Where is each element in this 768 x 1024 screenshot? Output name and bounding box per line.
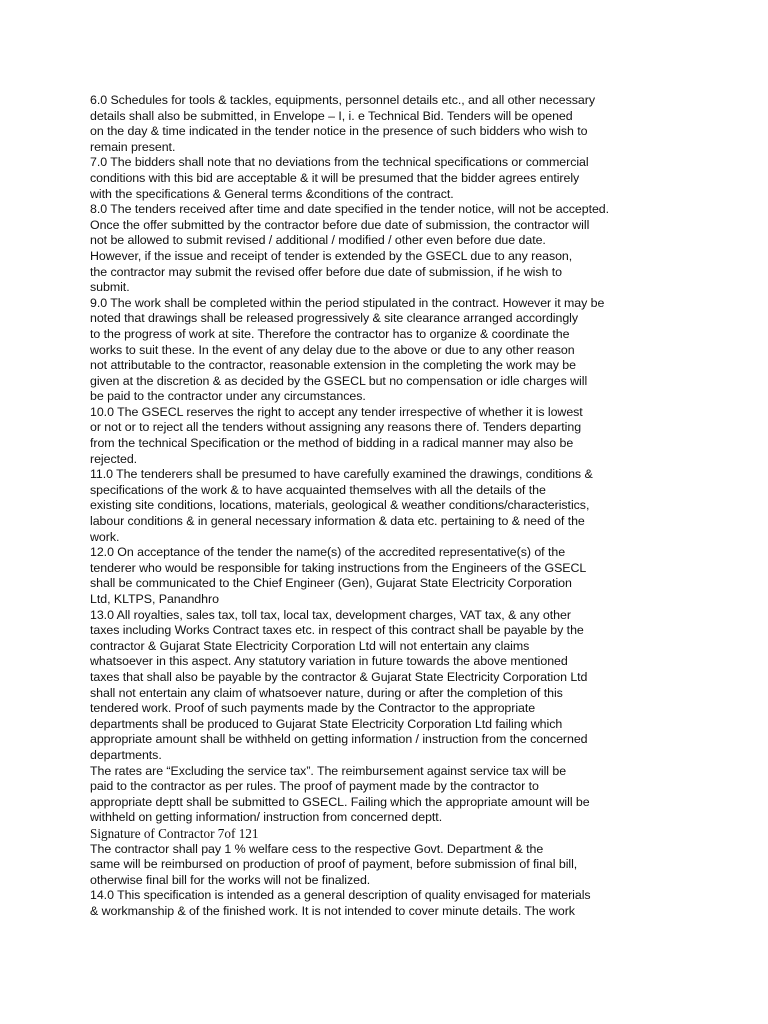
text-line: to the progress of work at site. Therefore the contractor has to organize & coordinate the bbox=[90, 326, 570, 341]
text-line: conditions with this bid are acceptable & it will be presumed that the bidder agrees entirely bbox=[90, 170, 580, 185]
text-line: remain present. bbox=[90, 139, 176, 154]
text-line: existing site conditions, locations, materials, geological & weather conditions/characteristics, bbox=[90, 498, 590, 513]
text-line: shall not entertain any claim of whatsoever nature, during or after the completion of this bbox=[90, 685, 563, 700]
text-line: work. bbox=[90, 529, 120, 544]
text-line: noted that drawings shall be released progressively & site clearance arranged accordingly bbox=[90, 311, 579, 326]
text-line: 7.0 The bidders shall note that no deviations from the technical specifications or commercial bbox=[90, 155, 589, 170]
text-line: 13.0 All royalties, sales tax, toll tax, local tax, development charges, VAT tax, & any other bbox=[90, 607, 571, 622]
text-line: shall be communicated to the Chief Engineer (Gen), Gujarat State Electricity Corporation bbox=[90, 576, 572, 591]
text-line: 9.0 The work shall be completed within the period stipulated in the contract. However it may be bbox=[90, 295, 605, 310]
document-continuation bbox=[90, 842, 680, 920]
text-line: taxes that shall also be payable by the contractor & Gujarat State Electricity Corporation Ltd bbox=[90, 669, 588, 684]
text-line: on the day & time indicated in the tender notice in the presence of such bidders who wish to bbox=[90, 124, 588, 139]
text-line: & workmanship & of the finished work. It is not intended to cover minute details. The work bbox=[90, 903, 575, 918]
text-line: contractor & Gujarat State Electricity Corporation Ltd will not entertain any claims bbox=[90, 638, 530, 653]
text-line: However, if the issue and receipt of tender is extended by the GSECL due to any reason, bbox=[90, 248, 573, 263]
text-line: tenderer who would be responsible for taking instructions from the Engineers of the GSECL bbox=[90, 560, 587, 575]
document-body bbox=[90, 93, 680, 826]
text-line: 14.0 This specification is intended as a general description of quality envisaged for materials bbox=[90, 888, 591, 903]
text-line: taxes including Works Contract taxes etc. in respect of this contract shall be payable by the bbox=[90, 623, 584, 638]
text-line: be paid to the contractor under any circumstances. bbox=[90, 389, 366, 404]
text-line: given at the discretion & as decided by the GSECL but no compensation or idle charges will bbox=[90, 373, 588, 388]
signature-line: Signature of Contractor 7of 121 bbox=[90, 825, 259, 841]
text-line: Ltd, KLTPS, Panandhro bbox=[90, 592, 219, 606]
text-line: from the technical Specification or the method of bidding in a radical manner may also be bbox=[90, 436, 574, 451]
text-line: otherwise final bill for the works will not be finalized. bbox=[90, 872, 371, 887]
text-line: not attributable to the contractor, reasonable extension in the completing the work may be bbox=[90, 358, 576, 373]
text-line: 12.0 On acceptance of the tender the name(s) of the accredited representative(s) of the bbox=[90, 545, 566, 560]
text-line: specifications of the work & to have acquainted themselves with all the details of the bbox=[90, 482, 546, 497]
text-line: labour conditions & in general necessary information & data etc. pertaining to & need of the bbox=[90, 514, 585, 529]
text-line: The rates are “Excluding the service tax”. The reimbursement against service tax will be bbox=[90, 763, 567, 778]
text-line: Once the offer submitted by the contractor before due date of submission, the contractor will bbox=[90, 217, 590, 232]
document-page bbox=[90, 93, 680, 919]
text-line: 11.0 The tenderers shall be presumed to have carefully examined the drawings, conditions & bbox=[90, 467, 593, 482]
text-line: not be allowed to submit revised / additional / modified / other even before due date. bbox=[90, 233, 546, 248]
text-line: whatsoever in this aspect. Any statutory variation in future towards the above mentioned bbox=[90, 654, 568, 669]
text-line: 6.0 Schedules for tools & tackles, equipments, personnel details etc., and all other necessary bbox=[90, 93, 595, 107]
text-line: withheld on getting information/ instruction from concerned deptt. bbox=[90, 810, 443, 825]
text-line: departments. bbox=[90, 747, 162, 762]
text-line: 8.0 The tenders received after time and date specified in the tender notice, will not be accepted. bbox=[90, 202, 610, 217]
text-line: 10.0 The GSECL reserves the right to accept any tender irrespective of whether it is lowest bbox=[90, 404, 583, 419]
text-line: the contractor may submit the revised offer before due date of submission, if he wish to bbox=[90, 264, 562, 279]
text-line: same will be reimbursed on production of proof of payment, before submission of final bill, bbox=[90, 857, 578, 872]
text-line: rejected. bbox=[90, 451, 138, 466]
text-line: departments shall be produced to Gujarat State Electricity Corporation Ltd failing which bbox=[90, 716, 563, 731]
text-line: appropriate amount shall be withheld on getting information / instruction from the concerned bbox=[90, 732, 588, 747]
text-line: with the specifications & General terms &conditions of the contract. bbox=[90, 186, 454, 201]
text-line: submit. bbox=[90, 280, 130, 295]
text-line: tendered work. Proof of such payments made by the Contractor to the appropriate bbox=[90, 701, 536, 716]
text-line: works to suit these. In the event of any delay due to the above or due to any other reason bbox=[90, 342, 575, 357]
text-line: appropriate deptt shall be submitted to GSECL. Failing which the appropriate amount will be bbox=[90, 794, 590, 809]
text-line: paid to the contractor as per rules. The proof of payment made by the contractor to bbox=[90, 779, 539, 794]
text-line: The contractor shall pay 1 % welfare cess to the respective Govt. Department & the bbox=[90, 841, 544, 856]
text-line: details shall also be submitted, in Envelope – I, i. e Technical Bid. Tenders will be opened bbox=[90, 108, 573, 123]
text-line: or not or to reject all the tenders without assigning any reasons there of. Tenders departing bbox=[90, 420, 582, 435]
